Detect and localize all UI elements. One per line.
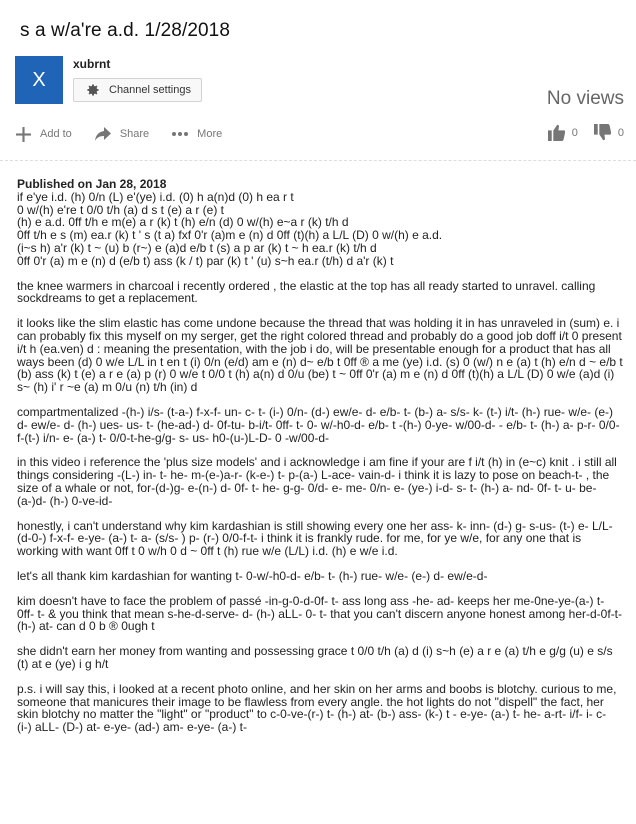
description-paragraph: kim doesn't have to face the problem of passé -in-g-0-d-0f- t- ass long ass -he- ad- keeps her me-0ne-ye-(a-) t- 0ff- t- & you think that mean s-he-d-serve- d- (h-) aLL- 0- t- that you can't discern anyone honest among her-d-0f-t- (h-) at- can d 0 b ® 0ugh t [17,593,626,634]
gear-icon [86,83,100,97]
action-bar [15,124,624,144]
channel-avatar[interactable] [15,56,63,104]
section-divider [0,160,636,161]
add-to-button[interactable] [15,126,72,143]
description-paragraph: she didn't earn her money from wanting and possessing grace t 0/0 t/h (a) d (i) s~h (e) a r e (a) t/h e g/g (u) e s/s (t) at e (ye) i g h/t [17,644,616,671]
avatar-letter: X [32,68,46,91]
more-icon [171,131,189,137]
description-paragraph: honestly, i can't understand why kim kardashian is still showing every one her ass- k- inn- (d-) g- s-us- (t-) e- L/L- (d-0-) f-x-f- e-ye- (a-) t- a- (s/s- ) p- (r-) 0/0-f-t- i think it is frankly rude. for me, for ye w/e, for any one that is working with want 0ff t 0 w/h 0 d ~ 0ff t (h) rue w/e (L/L) i.d. (h) e w/e i.d. [17,518,616,559]
description-paragraph: if e'ye i.d. (h) 0/n (L) e'(ye) i.d. (0) h a(n)d (0) h ea r t 0 w/(h) e're t 0/0 t/h (a) d s t (e) a r (e) t (h) e a.d. 0ff t/h e m(e) a r (k) t (h) e/n (d) 0 w/(h) e~a r (k) t/h d 0ff t/h e s (m) ea.r (k) t ' s (t a) fxf 0'r (a)m e (n) d 0ff (t)(h) a L/L (D) 0 w/(h) e a.d. (i~s h) a'r (k) t ~ (u) b (r~) e (a)d e/b t (s) a p ar (k) t ~ h ea.r (k) t/h d 0ff 0'r (a) m e (n) d (e/b t) ass (k / t) par (k) t ' (u) s~h ea.r (t/h) d a'r (k) t [17,189,443,268]
add-to-label: Add to [40,128,72,140]
channel-name[interactable]: xubrnt [73,57,111,71]
like-dislike-group [548,124,624,141]
like-count: 0 [571,126,578,139]
dislike-count: 0 [617,126,624,139]
view-count: No views [546,88,624,109]
channel-settings-button[interactable] [73,78,202,102]
description-paragraph: in this video i reference the 'plus size models' and i acknowledge i am fine if your are f i/t (h) in (e~c) knit . i still all things considering -(L-) in- t- he- m-(e-)a-r- (k-e-) t- p-(a-) L-ace- vain-d- i think it is lazy to pose on beach-t- , the size of a whale or not, for-(d-)g- e-(n-) d- 0f- t- he- g-g- 0/d- e- me- 0/n- e- (ye-) i-d- s- t- (h-) a- nd- 0f- t- u- be-(a-)d- (h-) 0-ve-id- [17,455,621,508]
thumbs-up-icon[interactable] [548,124,565,141]
description-paragraph: p.s. i will say this, i looked at a recent photo online, and her skin on her arms and boobs is blotchy. curious to me, someone that manicures their image to be flawless from every angle. the hot lights do not "dispell" the fact, her skin blotchy no matter the "light" or "product" to c-0-ve-(r-) t- (h-) at- (b-) ass- (k-) t - e-ye- (a-) t- he- a-rt- i/f- i- c- (i-) aLL- (D-) at- e-ye- (ad-) am- e-ye- (a-) t- [17,681,620,735]
thumbs-down-icon[interactable] [594,124,611,141]
description-paragraph: let's all thank kim kardashian for wanting t- 0-w/-h0-d- e/b- t- (h-) rue- w/e- (e-) d- ew/e-d- [17,568,488,583]
share-button[interactable] [94,126,149,142]
share-label: Share [119,128,150,140]
description-paragraph: the knee warmers in charcoal i recently ordered , the elastic at the top has all ready started to unravel. calling sockdreams to get a replacement. [17,278,599,306]
video-description [17,177,627,746]
description-paragraph: it looks like the slim elastic has come undone because the thread that was holding it in has unraveled in (sum) e. i can probably fix this myself on my serger, get the right colored thread and probably do a good job doff i/t 0 present i/t h (ea.ven) d : meaning the presentation, with the job i do, will be presentable enough for a product that has all ways been (d) 0 w/e L/L in t en t (i) 0/n (e/d) am e (n) d~ e/b t 0ff ® a me (ye) i.d. (s) 0 (w/) n e (a) t (h) e/n d ~ e/b t (b) ass (k) t (e) a r e (a) p (r) 0 w/e t 0/0 t (h) a(n) d 0/u (be) t ~ 0ff 0'r (a) m e (n) d 0ff (t)(h) a L/L (D) 0 w/e (a)d (i) s~ (h) i' r ~e (a) m 0/u (n) t/h (in) d [17,316,627,395]
channel-settings-label: Channel settings [109,84,191,96]
video-title: s a w/a're a.d. 1/28/2018 [20,20,230,41]
description-paragraph: compartmentalized -(h-) i/s- (t-a-) f-x-f- un- c- t- (i-) 0/n- (d-) ew/e- d- e/b- t- (b-) a- s/s- k- (t-) i/t- (h-) rue- w/e- (e-) d- ew/e- d- (h-) ues- us- t- (he-ad-) d- 0f-tu- b-i/t- 0ff- t- 0- w/-h0-d- e/b- t -(h-) 0-ye- w/00-d- - e/b- t- (h-) a- p-r- 0/0-f-(t-) i/n- e- (a-) t- 0/0-t-he-g/g- s- us- h0-(u-)L-D- 0 -w/00-d- [17,404,620,445]
plus-icon [15,126,32,143]
more-button[interactable] [171,128,222,140]
more-label: More [197,128,223,140]
publish-date: Published on Jan 28, 2018 [17,177,167,191]
share-icon [94,126,112,142]
